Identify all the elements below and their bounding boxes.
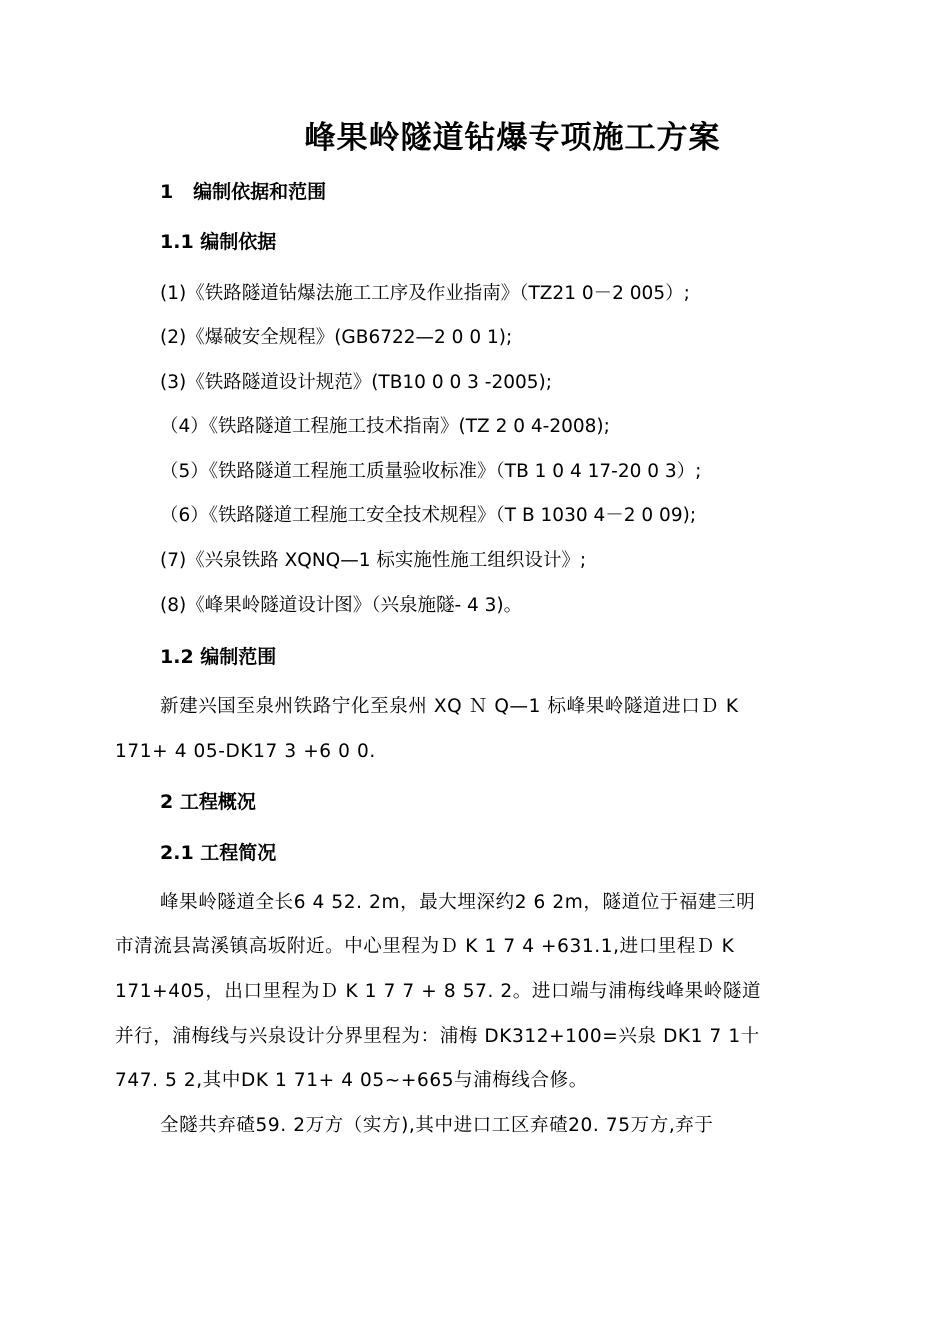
overview-paragraph-line: 峰果岭隧道全长6 4 52. 2m，最大埋深约2 6 2m，隧道位于福建三明: [160, 892, 756, 913]
overview-paragraph-line: 并行，浦梅线与兴泉设计分界里程为：浦梅 DK312+100=兴泉 DK1 7 1十: [115, 1026, 760, 1047]
overview-paragraph-line: 171+405，出口里程为Ｄ K 1 7 7 + 8 57. 2。进口端与浦梅线峰果岭隧道: [115, 981, 762, 1002]
scope-paragraph-line: 171+ 4 05-DK17 3 +6 0 0.: [115, 741, 376, 762]
section-heading-2: 2 工程概况: [160, 791, 256, 813]
reference-item: （4）《铁路隧道工程施工技术指南》(TZ 2 0 4-2008);: [160, 416, 610, 437]
scope-paragraph-line: 新建兴国至泉州铁路宁化至泉州 XQ Ｎ Q—1 标峰果岭隧道进口Ｄ K: [160, 696, 739, 717]
document-title: 峰果岭隧道钻爆专项施工方案: [304, 120, 721, 156]
section-heading-1-2: 1.2 编制范围: [160, 646, 277, 668]
section-heading-1-1: 1.1 编制依据: [160, 231, 277, 253]
overview-paragraph-line: 市清流县嵩溪镇高坂附近。中心里程为Ｄ K 1 7 4 +631.1,进口里程Ｄ K: [115, 936, 735, 957]
reference-item: (3)《铁路隧道设计规范》(TB10 0 0 3 -2005);: [160, 372, 552, 393]
reference-item: (8)《峰果岭隧道设计图》（兴泉施隧- 4 3)。: [160, 595, 523, 616]
reference-item: (2)《爆破安全规程》(GB6722—2 0 0 1);: [160, 327, 513, 348]
section-heading-2-1: 2.1 工程简况: [160, 842, 277, 864]
reference-item: (7)《兴泉铁路 XQNQ—1 标实施性施工组织设计》;: [160, 550, 587, 571]
reference-item: （6）《铁路隧道工程施工安全技术规程》（T B 1030 4－2 0 09);: [160, 505, 697, 526]
reference-item: (1)《铁路隧道钻爆法施工工序及作业指南》（TZ21 0－2 005）;: [160, 283, 690, 304]
reference-item: （5）《铁路隧道工程施工质量验收标准》（TB 1 0 4 17-20 0 3）;: [160, 461, 702, 482]
section-heading-1: 1 编制依据和范围: [160, 181, 327, 203]
spoil-paragraph-line: 全隧共弃碴59. 2万方（实方),其中进口工区弃碴20. 75万方,弃于: [160, 1115, 714, 1136]
overview-paragraph-line: 747. 5 2,其中DK 1 71+ 4 05~+665与浦梅线合修。: [115, 1070, 588, 1091]
